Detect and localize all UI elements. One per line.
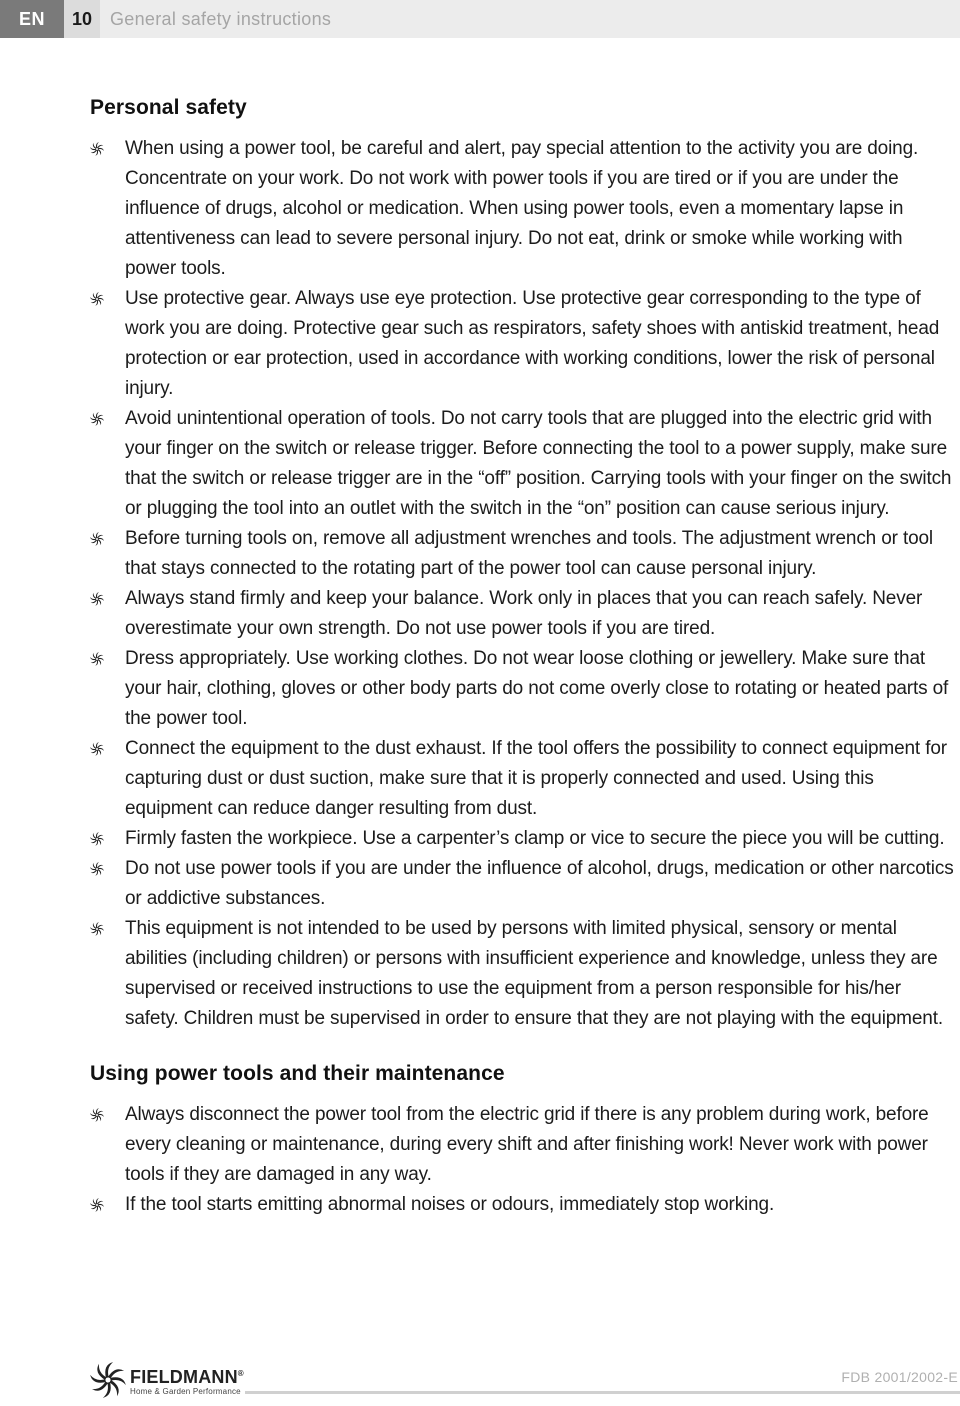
list-item — [90, 524, 956, 584]
swirl-bullet-icon — [90, 142, 104, 156]
swirl-bullet-icon — [90, 292, 104, 306]
list-item-text: Dress appropriately. Use working clothes. Do not wear loose clothing or jewellery. Make sure that your hair, clothing, gloves or other body parts do not come overly close to rotating or heated parts of the power tool. — [125, 648, 949, 729]
brand-name: FIELDMANN — [130, 1366, 238, 1387]
brand-tagline: Home & Garden Performance — [130, 1386, 241, 1396]
list-item-text: Always stand firmly and keep your balance. Work only in places that you can reach safely. Never overestimate your own strength. Do not use power tools if you are tired. — [125, 588, 923, 639]
model-number: FDB 2001/2002-E — [841, 1369, 958, 1385]
swirl-bullet-icon — [90, 742, 104, 756]
language-badge: EN — [0, 0, 64, 38]
list-item — [90, 824, 956, 854]
page-header — [0, 0, 960, 38]
list-item — [90, 734, 956, 824]
swirl-bullet-icon — [90, 652, 104, 666]
swirl-bullet-icon — [90, 412, 104, 426]
section-power-tools-maintenance — [90, 1062, 956, 1220]
swirl-bullet-icon — [90, 832, 104, 846]
list-item — [90, 1190, 956, 1220]
list-item — [90, 644, 956, 734]
list-item-text: Do not use power tools if you are under the influence of alcohol, drugs, medication or other narcotics or addictive substances. — [125, 858, 954, 909]
swirl-bullet-icon — [90, 592, 104, 606]
bullet-list — [90, 134, 956, 1034]
list-item — [90, 914, 956, 1034]
list-item-text: Always disconnect the power tool from the electric grid if there is any problem during work, before every cleaning or maintenance, during every shift and after finishing work! Never work with power tools if they are damaged in any way. — [125, 1104, 929, 1185]
section-personal-safety — [90, 96, 956, 1034]
list-item — [90, 854, 956, 914]
list-item — [90, 584, 956, 644]
list-item — [90, 404, 956, 524]
list-item-text: Before turning tools on, remove all adjustment wrenches and tools. The adjustment wrench or tool that stays connected to the rotating part of the power tool can cause personal injury. — [125, 528, 933, 579]
list-item — [90, 134, 956, 284]
swirl-bullet-icon — [90, 862, 104, 876]
footer-divider — [245, 1391, 960, 1394]
brand-logo — [90, 1362, 244, 1398]
fieldmann-swirl-logo-icon — [90, 1362, 126, 1398]
list-item-text: This equipment is not intended to be used by persons with limited physical, sensory or mental abilities (including children) or persons with insufficient experience and knowledge, unless they are supervised or received instructions to use the equipment from a person responsible for his/her safety. Children must be supervised in order to ensure that they are not playing with the equipment. — [125, 918, 943, 1029]
list-item-text: If the tool starts emitting abnormal noises or odours, immediately stop working. — [125, 1194, 775, 1215]
page-content — [90, 96, 956, 1220]
swirl-bullet-icon — [90, 1198, 104, 1212]
list-item-text: When using a power tool, be careful and alert, pay special attention to the activity you are doing. Concentrate on your work. Do not work with power tools if you are tired or if you are under the influence of drugs, alcohol or medication. When using power tools, even a momentary lapse in attentiveness can lead to severe personal injury. Do not eat, drink or smoke while working with power tools. — [125, 138, 919, 279]
section-title: Using power tools and their maintenance — [90, 1062, 505, 1085]
list-item-text: Firmly fasten the workpiece. Use a carpenter’s clamp or vice to secure the piece you will be cutting. — [125, 828, 945, 849]
section-title: Personal safety — [90, 96, 247, 119]
registered-mark: ® — [237, 1368, 244, 1378]
swirl-bullet-icon — [90, 1108, 104, 1122]
swirl-bullet-icon — [90, 532, 104, 546]
bullet-list — [90, 1100, 956, 1220]
list-item-text: Connect the equipment to the dust exhaust. If the tool offers the possibility to connect equipment for capturing dust or dust suction, make sure that it is properly connected and used. Using this equipment can reduce danger resulting from dust. — [125, 738, 947, 819]
swirl-bullet-icon — [90, 922, 104, 936]
list-item — [90, 1100, 956, 1190]
page-number: 10 — [64, 0, 100, 38]
logo-text — [130, 1364, 244, 1397]
logo-brand-line — [130, 1364, 244, 1387]
list-item-text: Use protective gear. Always use eye protection. Use protective gear corresponding to the type of work you are doing. Protective gear such as respirators, safety shoes with antiskid treatment, head protection or ear protection, used in accordance with working conditions, lower the risk of personal injury. — [125, 288, 940, 399]
list-item — [90, 284, 956, 404]
header-title: General safety instructions — [110, 8, 332, 29]
list-item-text: Avoid unintentional operation of tools. Do not carry tools that are plugged into the electric grid with your finger on the switch or release trigger. Before connecting the tool to a power supply, make sure that the switch or release trigger are in the “off” position. Carrying tools with your finger on the switch or plugging the tool into an outlet with the switch in the “on” position can cause serious injury. — [125, 408, 952, 519]
